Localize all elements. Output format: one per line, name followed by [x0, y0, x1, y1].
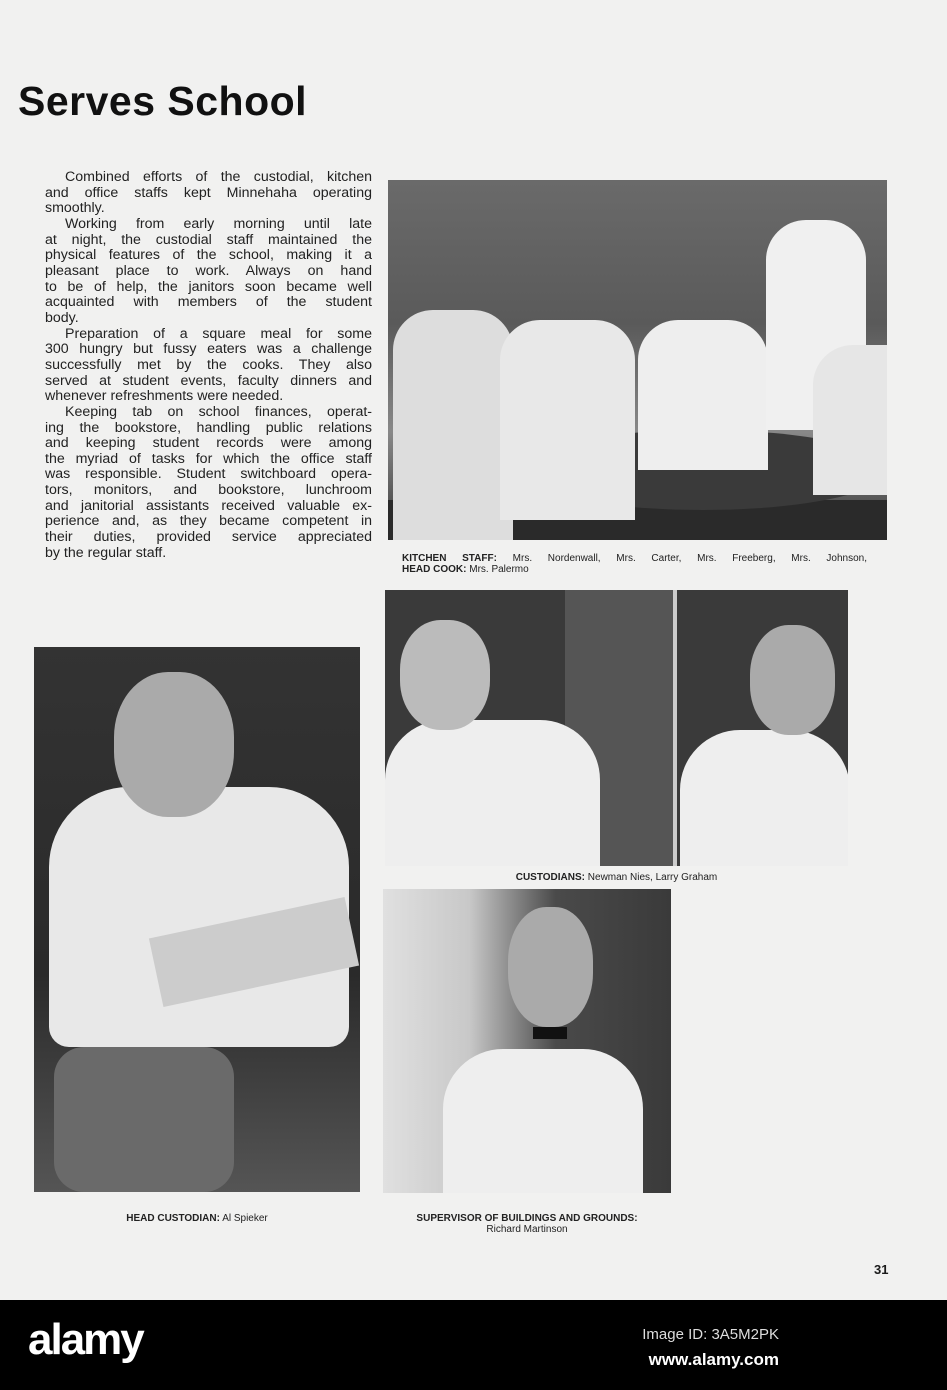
body-text-line: physical features of the school, making it a [45, 248, 372, 264]
custodians-photo [385, 590, 848, 866]
body-text-line: body. [45, 310, 79, 326]
page-number: 31 [874, 1262, 889, 1277]
supervisor-caption [383, 1213, 671, 1235]
caption-names: Mrs. Nordenwall, Mrs. Carter, Mrs. Freeberg, Mrs. Johnson, [512, 553, 868, 564]
kitchen-staff-caption [402, 553, 867, 575]
body-text [45, 170, 372, 561]
body-text-line: perience and, as they became competent in [45, 514, 372, 530]
body-text-line: was responsible. Student switchboard opera- [45, 467, 372, 483]
body-text-line: Combined efforts of the custodial, kitchen [65, 170, 372, 185]
body-text-line: their duties, provided service appreciated [45, 530, 372, 546]
body-text-line: and office staffs kept Minnehaha operating [45, 185, 372, 201]
body-text-line: tors, monitors, and bookstore, lunchroom [45, 483, 372, 499]
caption-label: HEAD CUSTODIAN: [126, 1213, 220, 1224]
body-text-line: and janitorial assistants received valuable ex- [45, 498, 372, 514]
watermark-bar [0, 1300, 947, 1390]
head-custodian-caption [34, 1213, 360, 1224]
caption-names: Al Spieker [222, 1213, 268, 1224]
caption-label: KITCHEN STAFF: [402, 553, 497, 564]
body-text-line: Working from early morning until late [65, 216, 372, 232]
body-text-line: smoothly. [45, 201, 105, 217]
supervisor-photo [383, 889, 671, 1193]
caption-label: HEAD COOK: [402, 564, 467, 575]
page-title: Serves School [18, 78, 308, 124]
body-text-line: Keeping tab on school finances, operat- [65, 404, 372, 420]
body-text-line: successfully met by the cooks. They also [45, 357, 372, 373]
caption-label: CUSTODIANS: [515, 872, 585, 883]
body-text-line: at night, the custodial staff maintained the [45, 232, 372, 248]
body-text-line: to be of help, the janitors soon became well [45, 279, 372, 295]
caption-names: Richard Martinson [486, 1224, 568, 1235]
body-text-line: acquainted with members of the student [45, 295, 372, 311]
custodians-caption [385, 872, 848, 883]
caption-names: Mrs. Palermo [469, 564, 529, 575]
body-text-line: whenever refreshments were needed. [45, 389, 284, 405]
caption-label: SUPERVISOR OF BUILDINGS AND GROUNDS: [416, 1213, 638, 1224]
head-custodian-photo [34, 647, 360, 1192]
body-text-line: pleasant place to work. Always on hand [45, 263, 372, 279]
body-text-line: by the regular staff. [45, 545, 167, 561]
image-id: Image ID: 3A5M2PK [642, 1326, 779, 1343]
body-text-line: and keeping student records were among [45, 436, 372, 452]
alamy-logo: alamy [28, 1315, 143, 1364]
body-text-line: the myriad of tasks for which the office staff [45, 451, 372, 467]
body-text-line: ing the bookstore, handling public relations [45, 420, 372, 436]
body-text-line: 300 hungry but fussy eaters was a challenge [45, 342, 372, 358]
body-text-line: served at student events, faculty dinners and [45, 373, 372, 389]
caption-names: Newman Nies, Larry Graham [587, 872, 718, 883]
body-text-line: Preparation of a square meal for some [65, 326, 372, 342]
site-url: www.alamy.com [648, 1350, 779, 1369]
kitchen-staff-photo [388, 180, 887, 540]
